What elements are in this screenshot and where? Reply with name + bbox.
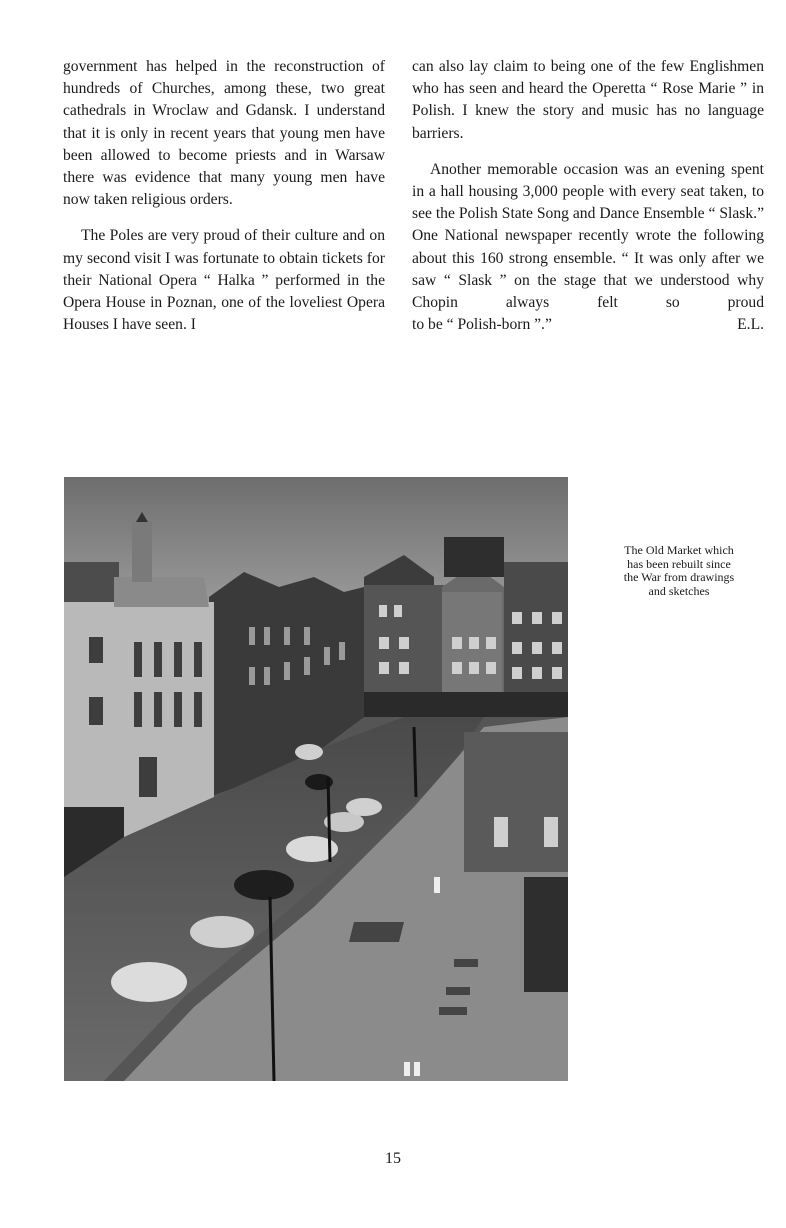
left-text-column: [63, 56, 385, 336]
caption-line: and sketches: [648, 583, 710, 598]
paragraph-reconstruction: government has helped in the reconstruction of hundreds of Churches, among these, two great cathedrals in Wroclaw and Gdansk. I understand that it is only in recent years that young men have been allowed to become priests and in Warsaw there was evidence that many young men have now taken religious orders.: [63, 58, 385, 209]
closing-quote-text: to be “ Polish-born ”.”: [412, 316, 552, 334]
paragraph-opera: The Poles are very proud of their culture and on my second visit I was fortunate to obtain tickets for their National Opera “ Halka ” performed in the Opera House in Poznan, one of the loveliest Opera Houses I have seen. I: [63, 227, 385, 334]
right-buildings: [364, 537, 568, 717]
photo-caption: [586, 544, 772, 598]
caption-line: has been rebuilt since: [627, 556, 731, 571]
caption-line: The Old Market which: [624, 543, 734, 557]
right-text-column: [412, 56, 764, 336]
page-number: 15: [385, 1150, 401, 1167]
paragraph-operetta: can also lay claim to being one of the few Englishmen who has seen and heard the Operetta “ Rose Marie ” in Polish. I knew the story and music has no language barriers.: [412, 58, 764, 142]
caption-line: the War from drawings: [623, 570, 735, 585]
old-market-photo: [64, 477, 568, 1081]
photo-illustration: [64, 477, 568, 1081]
closing-line: [412, 314, 764, 336]
author-signature: E.L.: [737, 316, 764, 334]
paragraph-slask: Another memorable occasion was an evening spent in a hall housing 3,000 people with every seat taken, to see the Polish State Song and Dance Ensemble “ Slask.” One National newspaper recently wrote the following about this 160 strong ensemble. “ It was only after we saw “ Slask ” on the stage that we understood why Chopin always felt so proud: [412, 160, 764, 312]
